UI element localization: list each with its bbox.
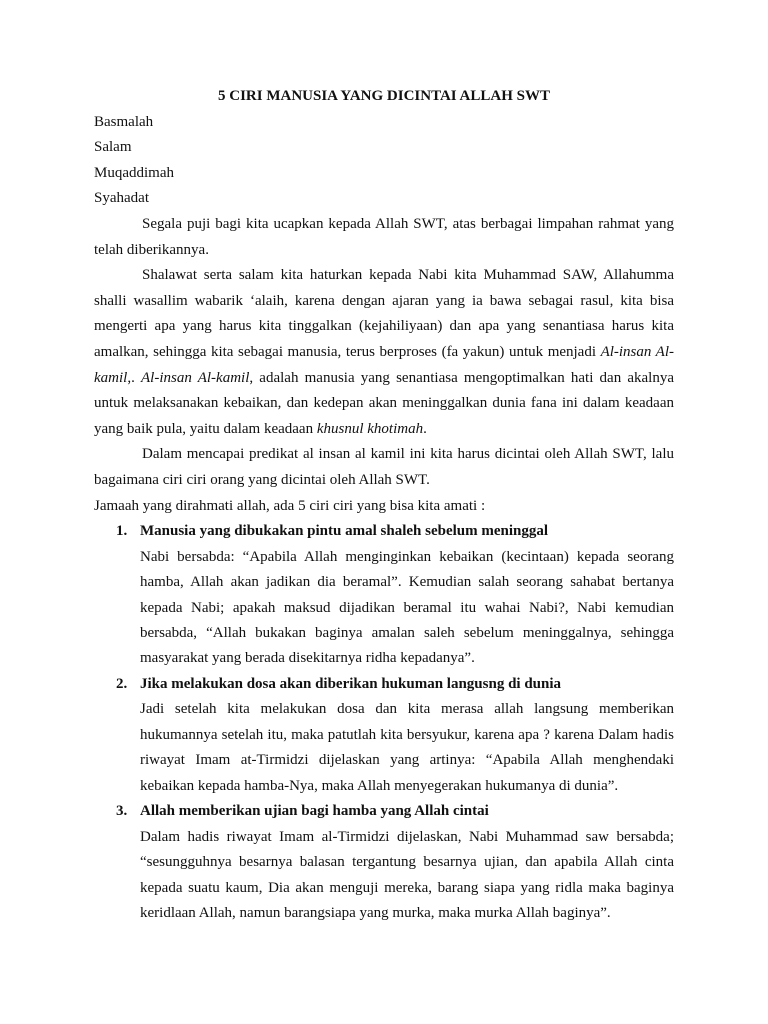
point-number: 3.	[116, 802, 128, 819]
point-title: Manusia yang dibukakan pintu amal shaleh sebelum meninggal	[140, 523, 549, 540]
paragraph-praise: Segala puji bagi kita ucapkan kepada Allah SWT, atas berbagai limpahan rahmat yang telah diberikannya.	[94, 215, 674, 258]
paragraph-shalawat-italic-2: Al-insan Al-kamil	[141, 369, 250, 386]
document-title: 5 CIRI MANUSIA YANG DICINTAI ALLAH SWT	[217, 88, 550, 104]
paragraph-jamaah: Jamaah yang dirahmati allah, ada 5 ciri ciri yang bisa kita amati :	[94, 497, 486, 514]
paragraph-shalawat-text-2: ,.	[127, 369, 141, 386]
paragraph-shalawat-text-1: Shalawat serta salam kita haturkan kepada Nabi kita Muhammad SAW, Allahumma shalli wasallim wabarik ‘alaih, karena dengan ajaran yang ia bawa sebagai rasul, kita bisa mengerti apa yang harus kita tinggalkan (kejahiliyaan) dan apa yang senantiasa harus kita amalkan, sehingga kita sebagai manusia, terus berproses (fa yakun) untuk menjadi	[94, 267, 674, 360]
paragraph-shalawat-text-3: , adalah manusia yang senantiasa mengoptimalkan hati dan akalnya untuk melaksanakan kebaikan, dan kedepan akan meninggalkan dunia fana ini dalam keadaan yang baik pula, yaitu dalam keadaan	[94, 369, 675, 437]
outline-item-salam: Salam	[94, 139, 132, 156]
point-title: Jika melakukan dosa akan diberikan hukuman langusng di dunia	[140, 675, 562, 692]
point-body: Nabi bersabda: “Apabila Allah menginginkan kebaikan (kecintaan) kepada seorang hamba, Allah akan jadikan dia beramal”. Kemudian salah seorang sahabat bertanya kepada Nabi; apakah maksud dijadikan beramal itu wahai Nabi?, Nabi kemudian bersabda, “Allah bukakan baginya amalan saleh sebelum meninggalnya, sehingga masyarakat yang berada disekitarnya ridha kepadanya”.	[140, 548, 674, 667]
point-body: Jadi setelah kita melakukan dosa dan kita merasa allah langsung memberikan hukumannya setelah itu, maka patutlah kita bersyukur, karena apa ? karena Dalam hadis riwayat Imam at-Tirmidzi dijelaskan yang artinya: “Apabila Allah menghendaki kebaikan kepada hamba-Nya, maka Allah menyegerakan hukumanya di dunia”.	[140, 701, 674, 794]
points-list	[94, 519, 674, 927]
outline-item-syahadat: Syahadat	[94, 190, 149, 207]
point-number: 2.	[116, 675, 128, 692]
point-title: Allah memberikan ujian bagi hamba yang Allah cintai	[140, 802, 489, 819]
list-item	[94, 519, 674, 672]
point-number: 1.	[116, 523, 128, 540]
paragraph-shalawat-italic-3: khusnul khotimah	[316, 420, 424, 437]
outline-item-basmalah: Basmalah	[94, 113, 154, 130]
list-item	[94, 672, 674, 799]
paragraph-shalawat	[94, 263, 674, 442]
point-body: Dalam hadis riwayat Imam al-Tirmidzi dijelaskan, Nabi Muhammad saw bersabda; “sesungguhnya besarnya balasan tergantung besarnya ujian, dan apabila Allah cinta kepada suatu kaum, Dia akan menguji mereka, barang siapa yang ridla maka baginya keridlaan Allah, namun barangsiapa yang murka, maka murka Allah baginya”.	[140, 828, 674, 922]
paragraph-shalawat-italic-1: Al-insan Al-kamil	[94, 343, 674, 386]
paragraph-predicate: Dalam mencapai predikat al insan al kamil ini kita harus dicintai oleh Allah SWT, lalu bagaimana ciri ciri orang yang dicintai oleh Allah SWT.	[94, 446, 674, 488]
outline-item-muqaddimah: Muqaddimah	[94, 164, 174, 181]
paragraph-shalawat-text-4: .	[423, 420, 427, 437]
list-item	[94, 799, 674, 927]
